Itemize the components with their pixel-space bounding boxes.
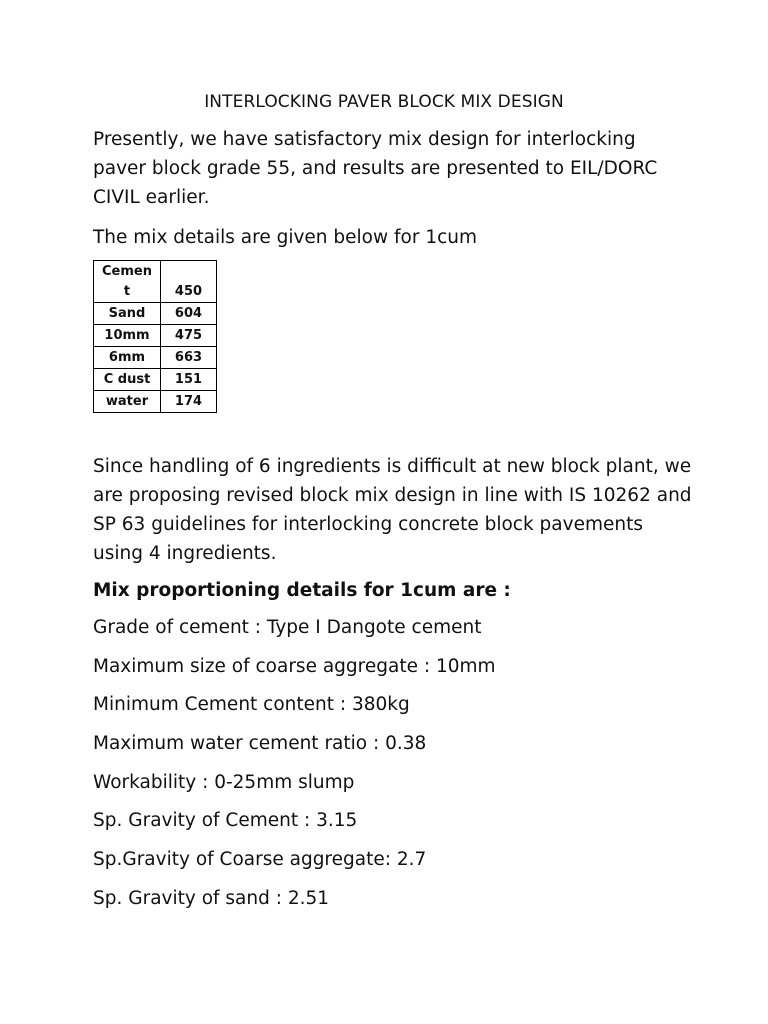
ingredient-value-cell: 174 (161, 391, 217, 413)
ingredient-name-cell: 10mm (94, 325, 161, 347)
mix-details-table (93, 260, 217, 413)
table-row (94, 369, 217, 391)
ingredient-name-cell: water (94, 391, 161, 413)
detail-line: Sp.Gravity of Coarse aggregate: 2.7 (93, 849, 427, 871)
table-row (94, 261, 217, 303)
ingredient-value-cell: 151 (161, 369, 217, 391)
ingredient-name-cell: Sand (94, 303, 161, 325)
table-row (94, 325, 217, 347)
mix-details-list (93, 616, 713, 926)
ingredient-name-cell: C dust (94, 369, 161, 391)
detail-line: Workability : 0-25mm slump (93, 771, 355, 793)
detail-line: Sp. Gravity of Cement : 3.15 (93, 810, 358, 832)
document-title: INTERLOCKING PAVER BLOCK MIX DESIGN (204, 92, 564, 112)
proposal-paragraph: Since handling of 6 ingredients is difficult at new block plant, we are proposing revised block mix design in line with IS 10262 and SP 63 guidelines for interlocking concrete block pavements using 4 ingredients. (93, 456, 692, 564)
intro-paragraph: Presently, we have satisfactory mix design for interlocking paver block grade 55, and results are presented to EIL/DORC CIVIL earlier. (93, 129, 658, 208)
ingredient-value-cell: 475 (161, 325, 217, 347)
table-row (94, 303, 217, 325)
ingredient-value-cell: 663 (161, 347, 217, 369)
table-row (94, 347, 217, 369)
mix-intro-text: The mix details are given below for 1cum (93, 227, 478, 248)
ingredient-name-cell: 6mm (94, 347, 161, 369)
proportioning-heading: Mix proportioning details for 1cum are : (93, 580, 511, 601)
detail-line: Maximum water cement ratio : 0.38 (93, 733, 427, 755)
detail-line: Maximum size of coarse aggregate : 10mm (93, 655, 496, 677)
detail-line: Minimum Cement content : 380kg (93, 694, 410, 716)
ingredient-value-cell: 604 (161, 303, 217, 325)
detail-line: Sp. Gravity of sand : 2.51 (93, 887, 330, 909)
table-row (94, 391, 217, 413)
detail-line: Grade of cement : Type I Dangote cement (93, 617, 482, 638)
ingredient-value-cell: 450 (161, 261, 217, 303)
ingredient-name-cell: Cemen t (94, 261, 161, 303)
